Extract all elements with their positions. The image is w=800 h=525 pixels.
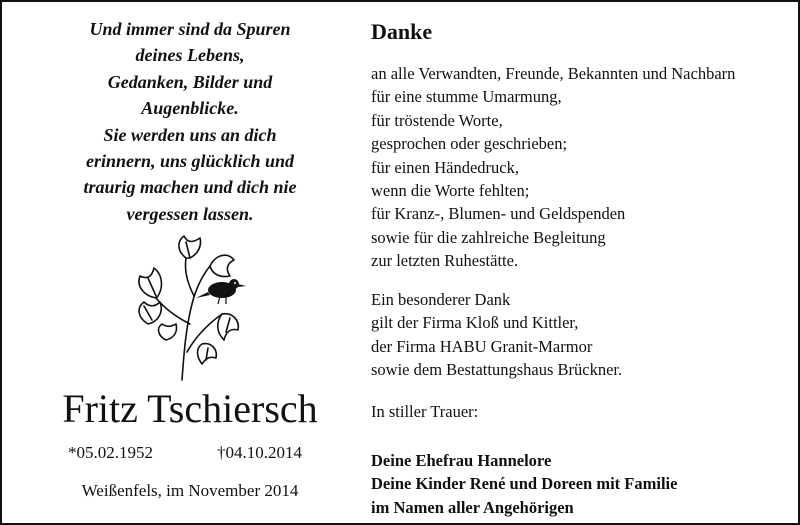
thanks-paragraph <box>371 62 781 273</box>
verse-line: vergessen lassen. <box>126 203 254 224</box>
verse-line: Und immer sind da Spuren <box>89 19 291 39</box>
right-column <box>371 18 781 517</box>
thanks-line: für tröstende Worte, <box>371 110 503 130</box>
memorial-verse <box>20 16 360 227</box>
special-thanks-line: der Firma HABU Granit-Marmor <box>371 336 593 356</box>
birth-date: *05.02.1952 <box>68 443 153 462</box>
left-column <box>20 16 360 227</box>
thanks-line: gesprochen oder geschrieben; <box>371 134 568 154</box>
bird-icon <box>196 279 246 304</box>
ivy-branch-with-bird-icon <box>130 232 248 382</box>
thanks-line: für eine stumme Umarmung, <box>371 87 562 107</box>
thanks-line: zur letzten Ruhestätte. <box>371 251 519 271</box>
special-thanks-line: gilt der Firma Kloß und Kittler, <box>371 313 579 333</box>
death-date: †04.10.2014 <box>217 443 302 462</box>
special-thanks-line: Ein besonderer Dank <box>371 290 511 309</box>
mourning-label: In stiller Trauer: <box>371 402 479 421</box>
thanks-line: sowie für die zahlreiche Begleitung <box>371 227 606 247</box>
verse-line: Gedanken, Bilder und <box>107 71 273 92</box>
special-thanks-line: sowie dem Bestattungshaus Brückner. <box>371 360 623 380</box>
verse-line: traurig machen und dich nie <box>83 177 297 198</box>
thanks-line: wenn die Worte fehlten; <box>371 181 530 201</box>
family-line: Deine Ehefrau Hannelore <box>371 451 552 470</box>
verse-line: Augenblicke. <box>141 98 239 119</box>
verse-line: erinnern, uns glücklich und <box>85 151 295 172</box>
thanks-line: für Kranz-, Blumen- und Geldspenden <box>371 204 626 224</box>
thanks-line: für einen Händedruck, <box>371 157 519 177</box>
deceased-name: Fritz Tschiersch <box>62 386 318 431</box>
verse-line: deines Lebens, <box>135 45 245 66</box>
special-thanks-paragraph <box>371 288 622 382</box>
family-line: im Namen aller Angehörigen <box>371 497 574 517</box>
thanks-line: an alle Verwandten, Freunde, Bekannten und Nachbarn <box>371 64 736 83</box>
heading-danke: Danke <box>371 19 433 44</box>
place-and-date: Weißenfels, im November 2014 <box>81 481 299 500</box>
verse-line: Sie werden uns an dich <box>103 124 277 145</box>
family-signature <box>371 449 677 519</box>
family-line: Deine Kinder René und Doreen mit Familie <box>371 474 678 494</box>
